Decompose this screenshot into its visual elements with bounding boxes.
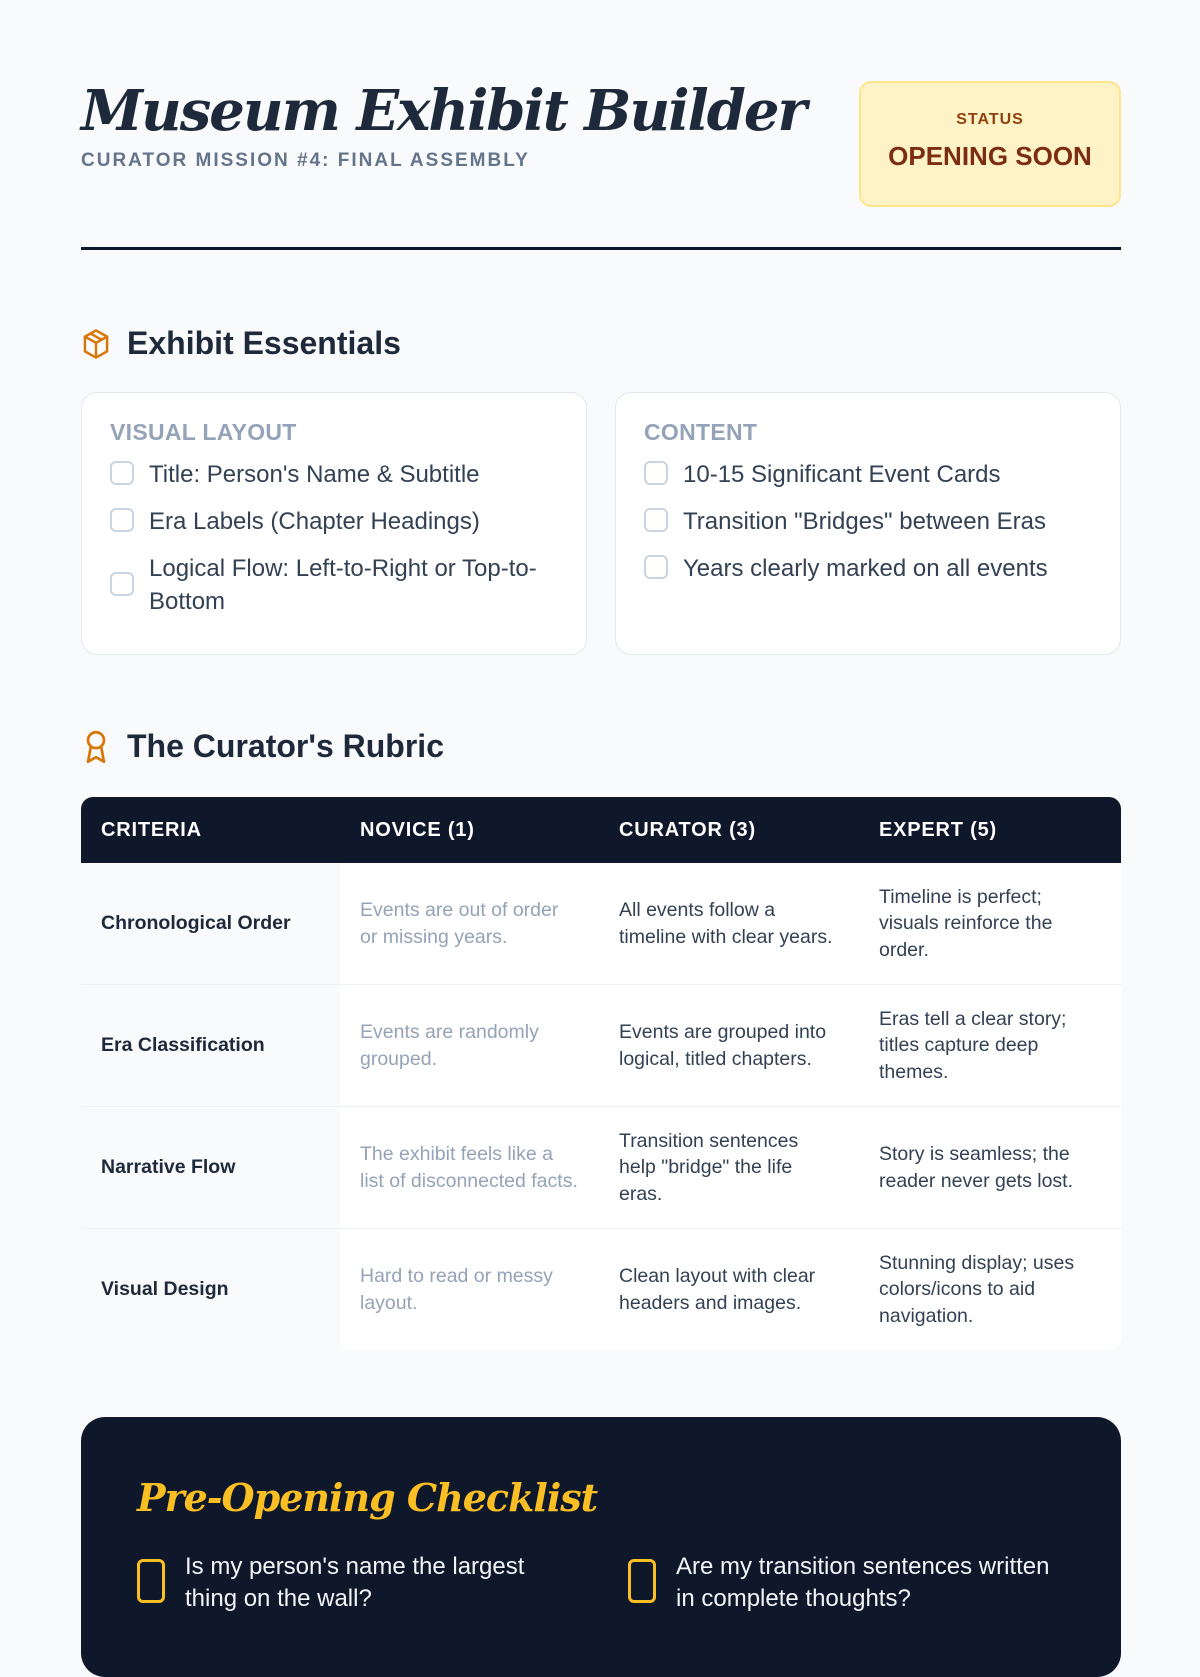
column-header-curator: CURATOR (3)	[599, 797, 859, 863]
checklist-item[interactable]	[644, 505, 1092, 538]
header-divider	[81, 247, 1121, 250]
expert-cell: Eras tell a clear story; titles capture deep themes.	[859, 985, 1121, 1107]
checklist-item-label: Logical Flow: Left-to-Right or Top-to-Bottom	[149, 555, 537, 615]
checkbox[interactable]	[110, 572, 134, 596]
checklist-item-label: 10-15 Significant Event Cards	[683, 461, 1001, 488]
criteria-cell: Chronological Order	[81, 863, 340, 985]
criteria-cell: Narrative Flow	[81, 1107, 340, 1229]
card-title: CONTENT	[644, 419, 758, 445]
checkbox[interactable]	[644, 461, 668, 485]
page-subtitle: CURATOR MISSION #4: FINAL ASSEMBLY	[81, 150, 530, 171]
checklist-item[interactable]	[110, 505, 558, 538]
box-icon	[81, 327, 111, 361]
status-badge	[859, 81, 1121, 207]
checklist-item[interactable]	[110, 458, 558, 491]
checklist-title: Pre-Opening Checklist	[137, 1475, 598, 1520]
checklist-item-label: Is my person's name the largest thing on the wall?	[185, 1553, 525, 1612]
essentials-title: Exhibit Essentials	[127, 325, 401, 361]
table-row	[81, 1229, 1121, 1351]
checklist-item[interactable]	[137, 1551, 575, 1615]
checklist-item[interactable]	[644, 458, 1092, 491]
checkbox[interactable]	[644, 508, 668, 532]
rubric-heading	[81, 728, 444, 765]
card-title: VISUAL LAYOUT	[110, 419, 297, 445]
pre-opening-checklist-panel	[81, 1417, 1121, 1677]
checkbox[interactable]	[110, 508, 134, 532]
page-title: Museum Exhibit Builder	[81, 78, 806, 144]
checkbox[interactable]	[628, 1559, 656, 1603]
novice-cell: Events are randomly grouped.	[340, 985, 599, 1107]
checkbox[interactable]	[137, 1559, 165, 1603]
column-header-novice: NOVICE (1)	[340, 797, 599, 863]
page	[81, 0, 1121, 1612]
rubric-title: The Curator's Rubric	[127, 728, 444, 764]
table-header-row	[81, 797, 1121, 863]
page-header	[81, 0, 1121, 250]
novice-cell: The exhibit feels like a list of disconnected facts.	[340, 1107, 599, 1229]
curator-cell: All events follow a timeline with clear years.	[599, 863, 859, 985]
curator-cell: Transition sentences help "bridge" the life eras.	[599, 1107, 859, 1229]
checkbox[interactable]	[110, 461, 134, 485]
rubric-table	[81, 797, 1121, 1350]
expert-cell: Story is seamless; the reader never gets lost.	[859, 1107, 1121, 1229]
content-card	[615, 392, 1121, 655]
visual-layout-card	[81, 392, 587, 655]
curator-cell: Events are grouped into logical, titled chapters.	[599, 985, 859, 1107]
checklist-item-label: Era Labels (Chapter Headings)	[149, 508, 480, 535]
table-row	[81, 985, 1121, 1107]
checklist-item-label: Title: Person's Name & Subtitle	[149, 461, 480, 488]
checklist-item[interactable]	[644, 552, 1092, 585]
column-header-expert: EXPERT (5)	[859, 797, 1121, 863]
expert-cell: Timeline is perfect; visuals reinforce the order.	[859, 863, 1121, 985]
checklist-item-label: Transition "Bridges" between Eras	[683, 508, 1046, 535]
expert-cell: Stunning display; uses colors/icons to aid navigation.	[879, 1251, 1075, 1327]
criteria-cell: Visual Design	[81, 1229, 340, 1351]
novice-cell: Events are out of order or missing years.	[340, 863, 599, 985]
curator-cell: Clean layout with clear headers and images.	[619, 1265, 816, 1314]
status-label: STATUS	[956, 111, 1024, 128]
checklist-item-label: Are my transition sentences written in complete thoughts?	[676, 1553, 1050, 1612]
checklist-item-label: Years clearly marked on all events	[683, 555, 1048, 582]
column-header-criteria: CRITERIA	[81, 797, 340, 863]
criteria-cell: Era Classification	[81, 985, 340, 1107]
novice-cell: Hard to read or messy layout.	[360, 1265, 553, 1314]
table-row	[81, 863, 1121, 985]
checkbox[interactable]	[644, 555, 668, 579]
status-value: OPENING SOON	[888, 141, 1092, 171]
checklist-item[interactable]	[628, 1551, 1066, 1615]
award-ribbon-icon	[81, 730, 111, 764]
checklist-item[interactable]	[110, 552, 558, 618]
essentials-heading	[81, 325, 401, 362]
table-row	[81, 1107, 1121, 1229]
